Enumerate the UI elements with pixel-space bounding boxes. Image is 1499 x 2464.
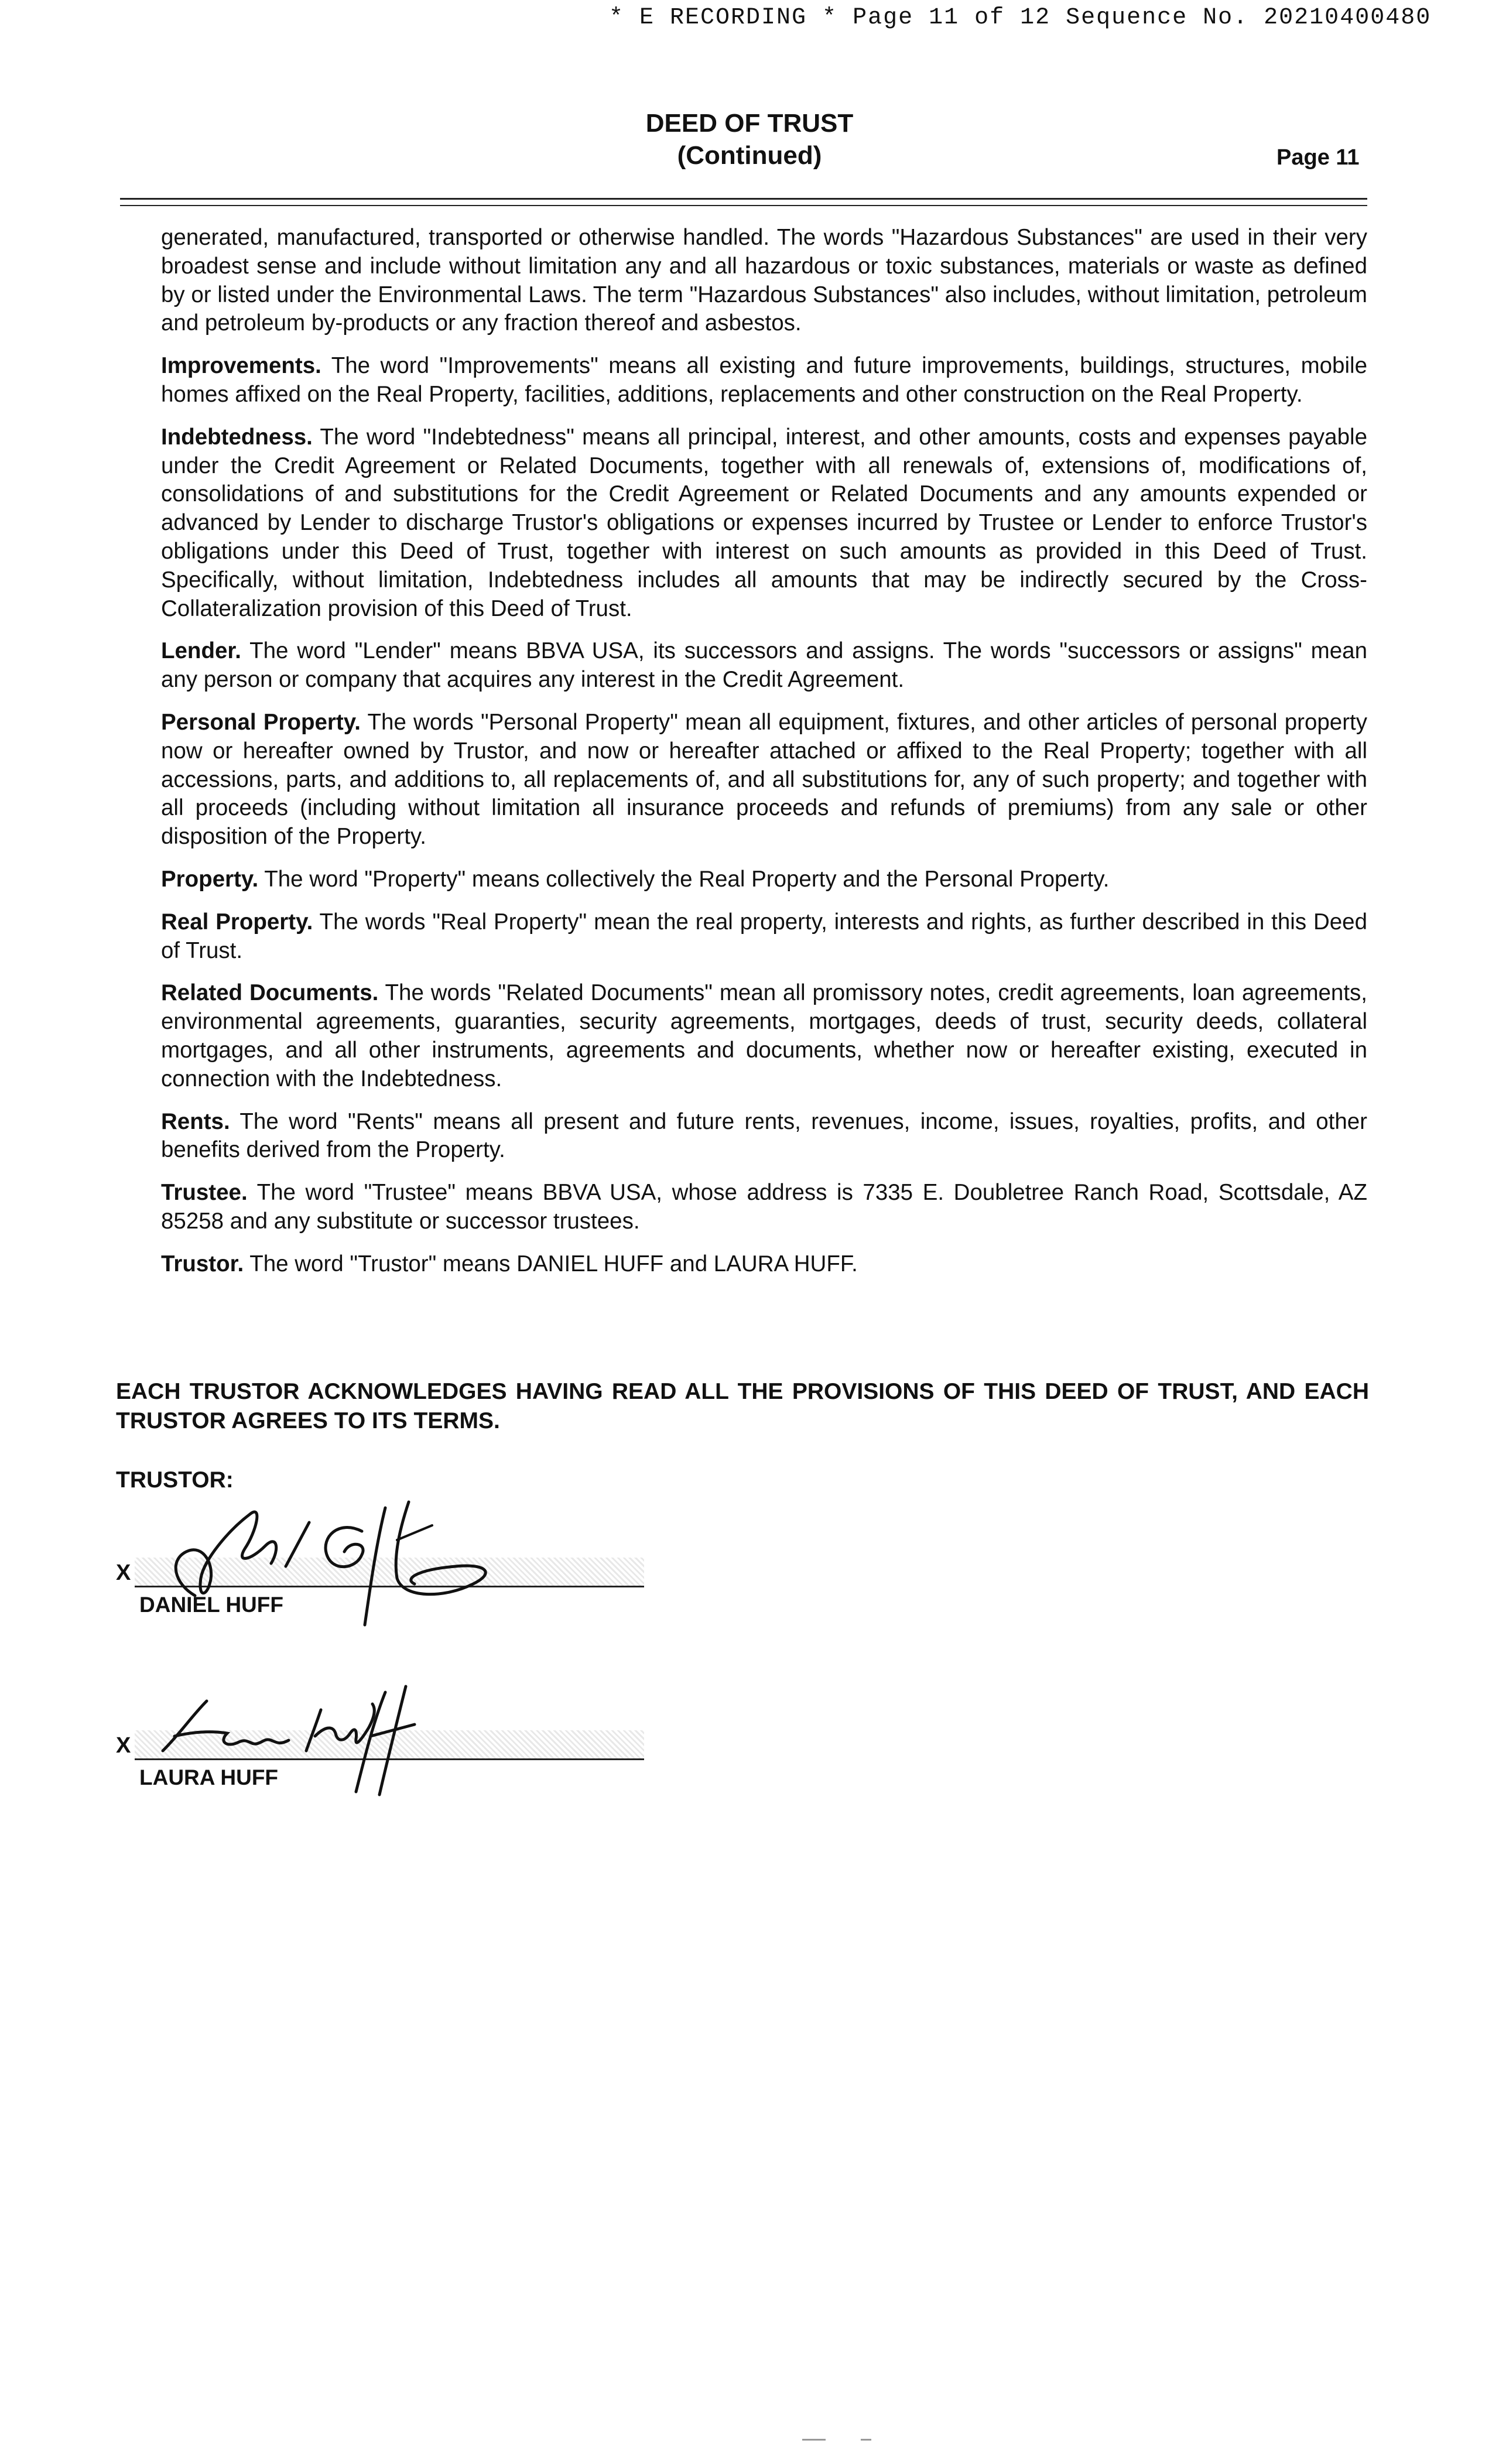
- signature-block-laura: [116, 1669, 643, 1789]
- page-number: Page 11: [1276, 145, 1360, 170]
- definition-paragraph: [161, 423, 1367, 624]
- definition-term: Improvements.: [161, 353, 321, 379]
- definition-term: Lender.: [161, 638, 241, 664]
- definition-term: Real Property.: [161, 909, 313, 935]
- header-divider-secondary: [120, 205, 1367, 206]
- definition-term: Indebtedness.: [161, 424, 313, 450]
- definition-term: Rents.: [161, 1108, 230, 1134]
- definition-term: Related Documents.: [161, 980, 379, 1006]
- header-divider: [120, 198, 1367, 200]
- handwritten-signature-daniel: [139, 1496, 596, 1631]
- definitions-section: [161, 224, 1367, 1293]
- signature-mark: X: [116, 1560, 131, 1585]
- definition-text: The words "Related Documents" mean all promissory notes, credit agreements, loan agreements, environmental agreements, guaranties, security agreements, mortgages, deeds of trust, security deeds, collateral mortgages, and all other instruments, agreements and documents, whether now or hereafter existing, executed in connection with the Indebtedness.: [161, 980, 1367, 1091]
- handwritten-signature-laura: [139, 1669, 596, 1803]
- definition-paragraph: [161, 224, 1367, 338]
- definition-text: generated, manufactured, transported or otherwise handled. The words "Hazardous Substances" are used in their very broadest sense and include without limitation any and all hazardous or toxic substances, materials or waste as defined by or listed under the Environmental Laws. The term "Hazardous Substances" also includes, without limitation, petroleum and petroleum by-products or any fraction thereof and asbestos.: [161, 225, 1367, 336]
- recording-header: * E RECORDING * Page 11 of 12 Sequence No. 20210400480: [609, 5, 1432, 31]
- definition-text: The word "Trustor" means DANIEL HUFF and LAURA HUFF.: [249, 1251, 858, 1277]
- definition-term: Property.: [161, 866, 259, 892]
- definition-text: The word "Improvements" means all existing and future improvements, buildings, structures, mobile homes affixed on the Real Property, facilities, additions, replacements and other construction on the Real Property.: [161, 353, 1367, 407]
- definition-paragraph: [161, 709, 1367, 851]
- definition-text: The word "Rents" means all present and future rents, revenues, income, issues, royalties, profits, and other benefits derived from the Property.: [161, 1108, 1367, 1163]
- signature-mark: X: [116, 1733, 131, 1758]
- definition-text: The word "Lender" means BBVA USA, its successors and assigns. The words "successors or assigns" mean any person or company that acquires any interest in the Credit Agreement.: [161, 638, 1367, 693]
- signature-block-daniel: [116, 1496, 643, 1617]
- definition-term: Trustor.: [161, 1251, 244, 1277]
- scan-artifact: [861, 2439, 871, 2441]
- definition-term: Trustee.: [161, 1180, 248, 1206]
- scan-artifact: [802, 2439, 826, 2441]
- acknowledgment-statement: EACH TRUSTOR ACKNOWLEDGES HAVING READ ALL THE PROVISIONS OF THIS DEED OF TRUST, AND EACH TRUSTOR AGREES TO ITS TERMS.: [116, 1379, 1369, 1433]
- definition-text: The words "Personal Property" mean all equipment, fixtures, and other articles of personal property now or hereafter owned by Trustor, and now or hereafter attached or affixed to the Real Property; together with all accessions, parts, and additions to, all replacements of, and all substitutions for, any of such property; and together with all proceeds (including without limitation all insurance proceeds and refunds of premiums) from any sale or other disposition of the Property.: [161, 709, 1367, 850]
- definition-paragraph: [161, 908, 1367, 966]
- definition-term: Personal Property.: [161, 709, 361, 735]
- definition-paragraph: [161, 352, 1367, 409]
- definition-text: The word "Indebtedness" means all principal, interest, and other amounts, costs and expenses payable under the Credit Agreement or Related Documents, together with all renewals of, extensions of, modifications of, consolidations of and substitutions for the Credit Agreement or Related Documents and any amounts expended or advanced by Lender to discharge Trustor's obligations or expenses incurred by Trustee or Lender to enforce Trustor's obligations under this Deed of Trust, together with interest on such amounts as provided in this Deed of Trust. Specifically, without limitation, Indebtedness includes all amounts that may be indirectly secured by the Cross-Collateralization provision of this Deed of Trust.: [161, 424, 1367, 621]
- definition-paragraph: [161, 637, 1367, 694]
- signer-name: LAURA HUFF: [139, 1765, 279, 1789]
- document-title: DEED OF TRUST: [645, 109, 854, 138]
- definition-text: The word "Property" means collectively the Real Property and the Personal Property.: [264, 866, 1110, 892]
- trustor-heading: TRUSTOR:: [116, 1467, 234, 1493]
- definition-paragraph: [161, 1108, 1367, 1165]
- definition-paragraph: [161, 979, 1367, 1093]
- definition-paragraph: [161, 1250, 1367, 1279]
- definition-paragraph: [161, 865, 1367, 894]
- signer-name: DANIEL HUFF: [139, 1593, 283, 1617]
- document-subtitle: (Continued): [677, 141, 822, 170]
- definition-paragraph: [161, 1179, 1367, 1236]
- definition-text: The word "Trustee" means BBVA USA, whose address is 7335 E. Doubletree Ranch Road, Scottsdale, AZ 85258 and any substitute or successor trustees.: [161, 1180, 1367, 1234]
- definition-text: The words "Real Property" mean the real property, interests and rights, as further described in this Deed of Trust.: [161, 909, 1367, 963]
